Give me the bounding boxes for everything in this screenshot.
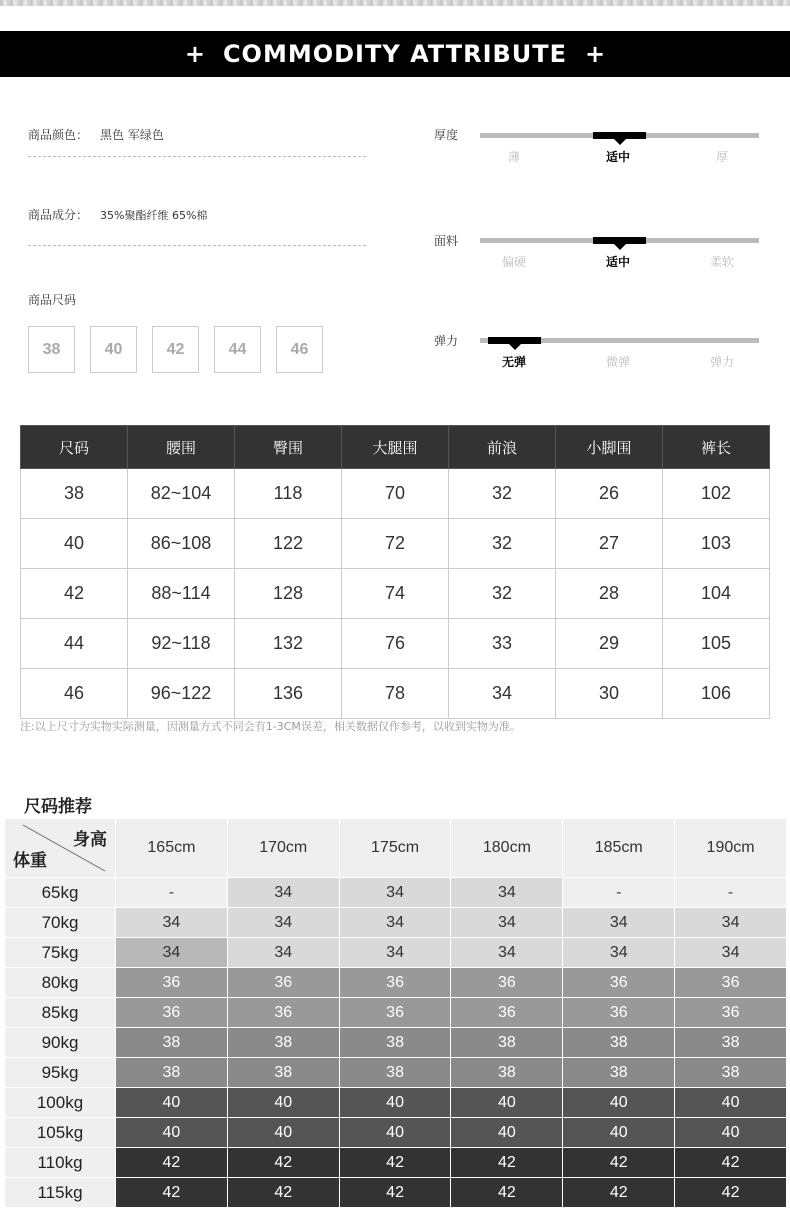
- table-row: [21, 619, 770, 669]
- size-cell: 42: [563, 1148, 675, 1178]
- table-row: [5, 968, 787, 998]
- corner-height-label: 身高: [73, 830, 107, 849]
- size-cell: 40: [339, 1088, 451, 1118]
- size-cell: 36: [227, 998, 339, 1028]
- scale-label: 厚度: [434, 128, 459, 142]
- table-cell: 38: [21, 469, 128, 519]
- table-cell: 32: [449, 569, 556, 619]
- column-header: 臀围: [235, 426, 342, 469]
- composition-label: 商品成分：: [28, 208, 89, 222]
- height-header: 175cm: [339, 819, 451, 878]
- table-cell: 132: [235, 619, 342, 669]
- divider: [28, 245, 366, 246]
- table-header-row: [21, 426, 770, 469]
- size-cell: 42: [451, 1178, 563, 1208]
- table-cell: 92~118: [128, 619, 235, 669]
- table-row: [5, 1118, 787, 1148]
- size-cell: 34: [451, 878, 563, 908]
- size-option[interactable]: 42: [152, 326, 199, 373]
- color-label: 商品颜色：: [28, 128, 89, 142]
- size-cell: 42: [339, 1178, 451, 1208]
- scale-option: 弹力: [709, 355, 734, 369]
- size-cell: 34: [116, 938, 228, 968]
- table-cell: 30: [556, 669, 663, 719]
- table-row: [21, 569, 770, 619]
- column-header: 大腿围: [342, 426, 449, 469]
- table-cell: 40: [21, 519, 128, 569]
- table-cell: 104: [663, 569, 770, 619]
- scale-option-selected: 适中: [605, 150, 630, 164]
- size-cell: 38: [227, 1028, 339, 1058]
- size-cell: 34: [339, 878, 451, 908]
- weight-label: 80kg: [5, 968, 116, 998]
- table-cell: 46: [21, 669, 128, 719]
- size-cell: 42: [563, 1178, 675, 1208]
- plus-icon: +: [184, 40, 205, 68]
- size-cell: 34: [451, 938, 563, 968]
- size-cell: 34: [227, 938, 339, 968]
- size-cell: 42: [227, 1148, 339, 1178]
- size-cell: 42: [675, 1148, 787, 1178]
- table-row: [21, 469, 770, 519]
- weight-label: 70kg: [5, 908, 116, 938]
- table-row: [5, 1088, 787, 1118]
- size-cell: 40: [451, 1118, 563, 1148]
- table-cell: 106: [663, 669, 770, 719]
- height-header: 190cm: [675, 819, 787, 878]
- weight-label: 110kg: [5, 1148, 116, 1178]
- scale-option: 偏硬: [501, 255, 526, 269]
- size-cell: 34: [227, 908, 339, 938]
- size-cell: 38: [339, 1028, 451, 1058]
- size-cell: -: [563, 878, 675, 908]
- size-cell: 36: [451, 998, 563, 1028]
- banner-title: COMMODITY ATTRIBUTE: [222, 40, 568, 68]
- scale-option: 微弹: [605, 355, 630, 369]
- size-cell: 38: [451, 1028, 563, 1058]
- size-cell: 40: [563, 1118, 675, 1148]
- table-cell: 29: [556, 619, 663, 669]
- size-cell: 40: [227, 1118, 339, 1148]
- size-cell: 38: [675, 1058, 787, 1088]
- scale-option: 薄: [507, 150, 520, 164]
- size-cell: 40: [563, 1088, 675, 1118]
- table-cell: 136: [235, 669, 342, 719]
- size-cell: 34: [675, 938, 787, 968]
- scale-marker: [593, 237, 646, 244]
- corner-weight-label: 体重: [13, 851, 47, 870]
- size-cell: 36: [339, 998, 451, 1028]
- size-cell: 42: [339, 1148, 451, 1178]
- scale-label: 面料: [434, 234, 459, 248]
- size-cell: 40: [116, 1118, 228, 1148]
- size-cell: 36: [116, 968, 228, 998]
- size-cell: 42: [227, 1178, 339, 1208]
- size-cell: 38: [563, 1058, 675, 1088]
- size-cell: 34: [227, 878, 339, 908]
- height-header: 170cm: [227, 819, 339, 878]
- table-row: [5, 938, 787, 968]
- scale-label: 弹力: [434, 334, 459, 348]
- table-cell: 74: [342, 569, 449, 619]
- table-cell: 86~108: [128, 519, 235, 569]
- height-header: 165cm: [116, 819, 228, 878]
- table-row: [5, 878, 787, 908]
- column-header: 小脚围: [556, 426, 663, 469]
- column-header: 腰围: [128, 426, 235, 469]
- size-option[interactable]: 38: [28, 326, 75, 373]
- size-cell: 34: [339, 938, 451, 968]
- recommend-title: 尺码推荐: [24, 797, 92, 817]
- size-cell: 38: [339, 1058, 451, 1088]
- table-cell: 118: [235, 469, 342, 519]
- size-cell: 38: [451, 1058, 563, 1088]
- column-header: 尺码: [21, 426, 128, 469]
- size-cell: -: [116, 878, 228, 908]
- table-cell: 72: [342, 519, 449, 569]
- size-cell: 34: [116, 908, 228, 938]
- size-cell: 36: [451, 968, 563, 998]
- table-row: [5, 1058, 787, 1088]
- table-row: [5, 1148, 787, 1178]
- section-banner: [0, 31, 790, 77]
- size-option[interactable]: 44: [214, 326, 261, 373]
- table-cell: 32: [449, 469, 556, 519]
- weight-label: 105kg: [5, 1118, 116, 1148]
- measurement-note: 注:以上尺寸为实物实际测量，因测量方式不同会有1-3CM误差，相关数据仅作参考，以收到实物为准。: [20, 720, 521, 733]
- size-cell: 42: [116, 1148, 228, 1178]
- size-cell: 34: [563, 938, 675, 968]
- size-cell: 38: [227, 1058, 339, 1088]
- size-cell: 40: [675, 1088, 787, 1118]
- height-header: 180cm: [451, 819, 563, 878]
- scale-option: 柔软: [709, 255, 734, 269]
- size-option[interactable]: 46: [276, 326, 323, 373]
- size-cell: 36: [675, 968, 787, 998]
- table-cell: 34: [449, 669, 556, 719]
- scale-option-selected: 无弹: [501, 355, 526, 369]
- table-row: [5, 1028, 787, 1058]
- scale-track: [480, 338, 759, 343]
- table-cell: 105: [663, 619, 770, 669]
- size-cell: 34: [451, 908, 563, 938]
- scale-option: 厚: [715, 150, 728, 164]
- table-row: [21, 669, 770, 719]
- size-recommendation-table: [4, 818, 787, 1208]
- table-cell: 42: [21, 569, 128, 619]
- weight-label: 115kg: [5, 1178, 116, 1208]
- table-cell: 44: [21, 619, 128, 669]
- size-cell: 36: [563, 998, 675, 1028]
- table-row: [5, 998, 787, 1028]
- size-cell: 38: [116, 1028, 228, 1058]
- table-cell: 70: [342, 469, 449, 519]
- weight-label: 100kg: [5, 1088, 116, 1118]
- table-cell: 32: [449, 519, 556, 569]
- size-cell: 38: [116, 1058, 228, 1088]
- size-cell: 40: [451, 1088, 563, 1118]
- size-cell: 38: [675, 1028, 787, 1058]
- height-header: 185cm: [563, 819, 675, 878]
- composition-value: 35%聚酯纤维 65%棉: [100, 209, 208, 222]
- table-cell: 78: [342, 669, 449, 719]
- size-option[interactable]: 40: [90, 326, 137, 373]
- table-cell: 33: [449, 619, 556, 669]
- size-cell: 34: [675, 908, 787, 938]
- table-cell: 96~122: [128, 669, 235, 719]
- size-cell: 36: [116, 998, 228, 1028]
- size-cell: 38: [563, 1028, 675, 1058]
- plus-icon: +: [585, 40, 606, 68]
- table-cell: 102: [663, 469, 770, 519]
- table-cell: 28: [556, 569, 663, 619]
- size-cell: 40: [227, 1088, 339, 1118]
- table-header-row: [5, 819, 787, 878]
- top-image-strip: [0, 0, 790, 6]
- weight-label: 65kg: [5, 878, 116, 908]
- weight-label: 95kg: [5, 1058, 116, 1088]
- column-header: 前浪: [449, 426, 556, 469]
- weight-label: 90kg: [5, 1028, 116, 1058]
- table-cell: 26: [556, 469, 663, 519]
- scale-track: [480, 133, 759, 138]
- divider: [28, 156, 366, 157]
- size-cell: 42: [675, 1178, 787, 1208]
- size-cell: 36: [675, 998, 787, 1028]
- table-cell: 122: [235, 519, 342, 569]
- scale-marker: [593, 132, 646, 139]
- table-cell: 82~104: [128, 469, 235, 519]
- table-row: [5, 1178, 787, 1208]
- scale-option-selected: 适中: [605, 255, 630, 269]
- size-cell: 34: [339, 908, 451, 938]
- column-header: 裤长: [663, 426, 770, 469]
- size-cell: -: [675, 878, 787, 908]
- size-cell: 40: [339, 1118, 451, 1148]
- table-row: [5, 908, 787, 938]
- size-label: 商品尺码: [28, 293, 77, 307]
- size-cell: 36: [339, 968, 451, 998]
- color-value: 黑色 军绿色: [100, 128, 164, 142]
- corner-header: [5, 819, 116, 878]
- size-cell: 42: [451, 1148, 563, 1178]
- size-cell: 40: [116, 1088, 228, 1118]
- scale-marker: [488, 337, 541, 344]
- table-row: [21, 519, 770, 569]
- scale-track: [480, 238, 759, 243]
- table-cell: 27: [556, 519, 663, 569]
- weight-label: 85kg: [5, 998, 116, 1028]
- size-cell: 34: [563, 908, 675, 938]
- size-measurement-table: [20, 425, 770, 719]
- weight-label: 75kg: [5, 938, 116, 968]
- size-cell: 36: [227, 968, 339, 998]
- size-cell: 42: [116, 1178, 228, 1208]
- size-cell: 36: [563, 968, 675, 998]
- table-cell: 88~114: [128, 569, 235, 619]
- size-cell: 40: [675, 1118, 787, 1148]
- table-cell: 128: [235, 569, 342, 619]
- table-cell: 103: [663, 519, 770, 569]
- table-cell: 76: [342, 619, 449, 669]
